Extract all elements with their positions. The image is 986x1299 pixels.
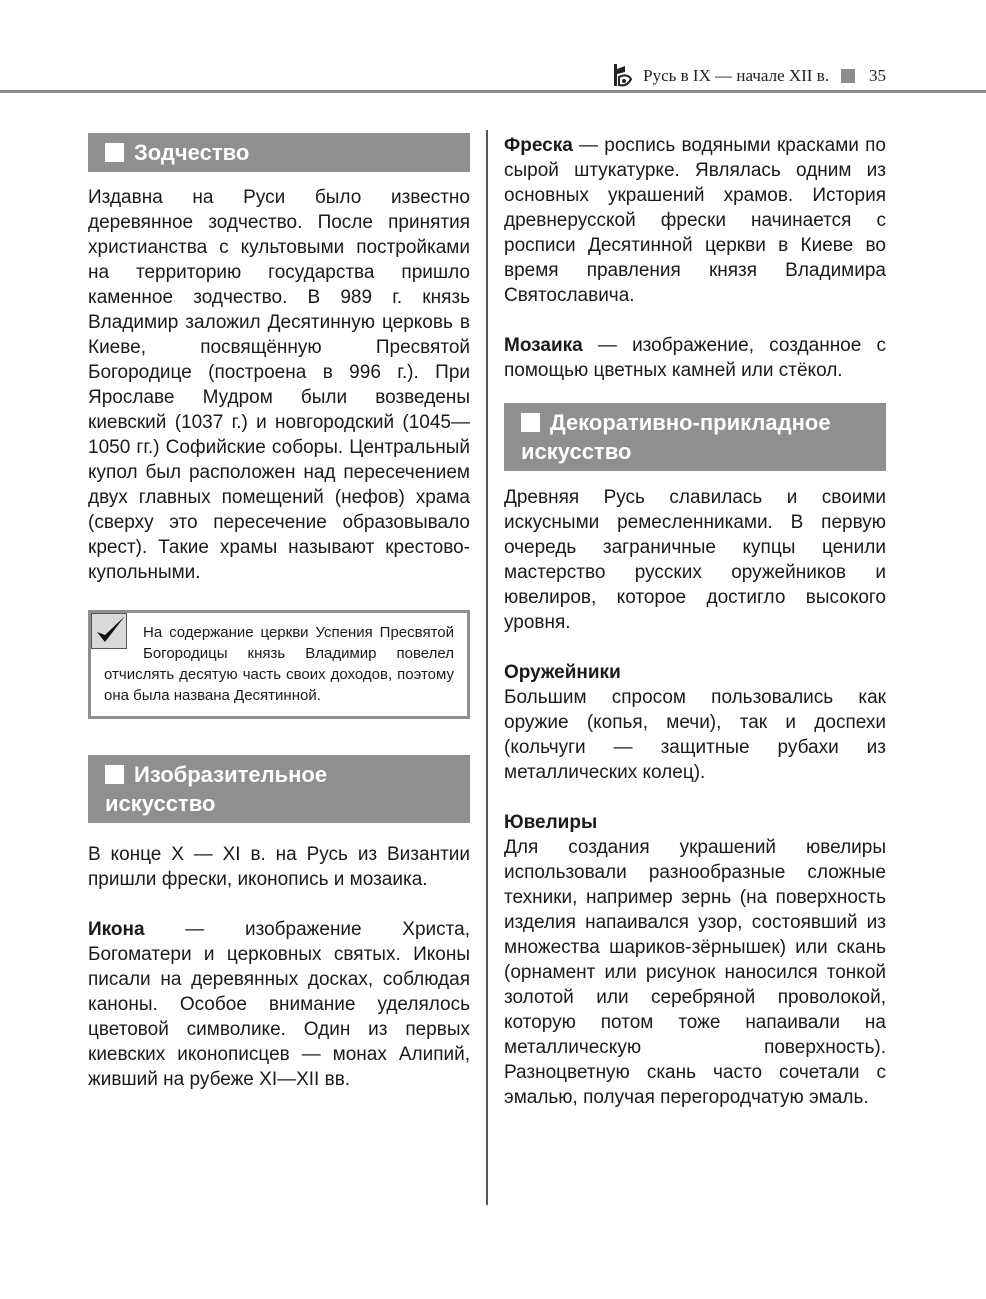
jewelers-paragraph: Для создания украшений ювелиры использовали разнообразные сложные техники, например зернь (на поверхность изделия напаивался узор, состоявший из множества шариков-зёрнышек) или скань (орнамент или рисунок наносился тонкой золотой или серебряной проволокой, которую потом тоже напаивали на металлическую поверхность). Разноцветную скань часто сочетали с эмалью, получая перегородчатую эмаль. [504,837,886,1108]
term-fresco: Фреска [504,135,573,156]
checkmark-icon [91,613,127,649]
section-heading-architecture: Зодчество [88,133,470,172]
running-header-title: Русь в IX — начале XII в. [643,66,829,85]
jewelers-title: Ювелиры [504,812,598,833]
column-divider [486,130,488,1205]
heading-square-icon [105,143,124,162]
info-note [88,610,470,719]
page-number: 35 [869,66,886,85]
heading-square-icon [105,765,124,784]
note-text: На содержание церкви Успения Пресвятой Богородицы князь Владимир повелел отчислять десятую часть своих доходов, поэтому она была названа Десятинной. [104,624,454,704]
armorers-title: Оружейники [504,662,621,683]
fresco-paragraph: Фреска — роспись водяными красками по сырой штукатурке. Являлась одним из основных украшений храмов. История древнерусской фрески начинается с росписи Десятинной церкви в Киеве во время правления князя Владимира Святославича. [504,135,886,306]
section-heading-fine-art: Изобразительное искусство [88,755,470,823]
header-square-icon [841,69,855,83]
mosaic-paragraph: Мозаика — изображение, созданное с помощью цветных камней или стёкол. [504,335,886,381]
fine-art-intro: В конце X — XI в. на Русь из Византии пришли фрески, иконопись и мозаика. [88,844,470,890]
publisher-logo-icon [611,63,635,89]
decorative-art-paragraph: Древняя Русь славилась и своими искусными ремесленниками. В первую очередь заграничные купцы ценили мастерство русских оружейников и ювелиров, которое достигло высокого уровня. [504,487,886,633]
icon-paragraph: Икона — изображение Христа, Богоматери и церковных святых. Иконы писали на деревянных досках, соблюдая каноны. Особое внимание уделялось цветовой символике. Один из первых киевских иконописцев — монах Алипий, живший на рубеже XI—XII вв. [88,919,470,1090]
left-column [88,133,470,1092]
term-mosaic: Мозаика [504,335,583,356]
right-column [504,133,886,1110]
armorers-paragraph: Большим спросом пользовались как оружие (копья, мечи), так и доспехи (кольчуги — защитные рубахи из металлических колец). [504,687,886,783]
architecture-paragraph: Издавна на Руси было известно деревянное зодчество. После принятия христианства с культовыми постройками на территорию государства пришло каменное зодчество. В 989 г. князь Владимир заложил Десятинную церковь в Киеве, посвящённую Пресвятой Богородице (построена в 996 г.). При Ярославе Мудром были возведены киевский (1037 г.) и новгородский (1045—1050 гг.) Софийские соборы. Центральный купол был расположен над пересечением двух главных помещений (нефов) храма (сверху это пересечение образовывало крест). Такие храмы называют крестово-купольными. [88,187,470,583]
term-icon: Икона [88,919,145,940]
section-heading-decorative-art: Декоративно-прикладное искусство [504,403,886,471]
heading-square-icon [521,413,540,432]
running-header [611,63,886,89]
header-rule [0,90,986,93]
